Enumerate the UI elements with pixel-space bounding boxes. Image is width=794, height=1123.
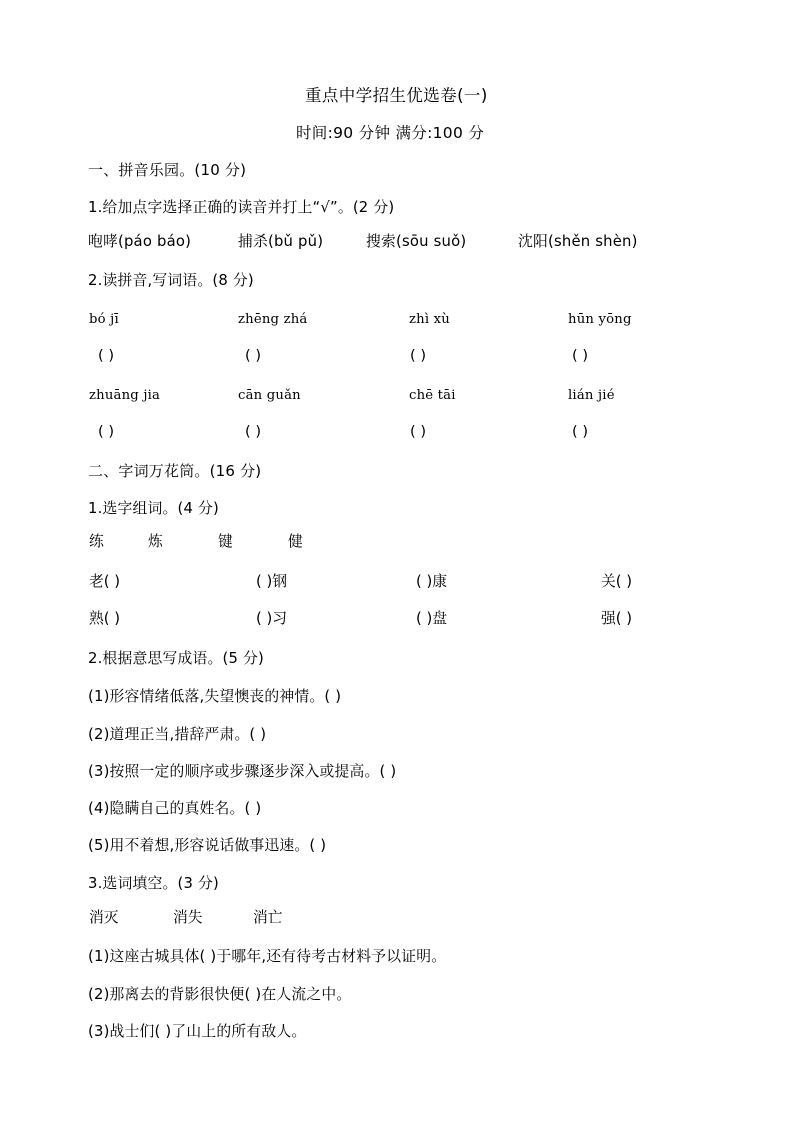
pinyin-word-r1c4: hūn yōng (568, 312, 632, 327)
charfill-r2c3[interactable]: ( )盘 (416, 610, 448, 627)
answer-blank-r2c1[interactable]: ( ) (98, 423, 115, 440)
pinyin-choice-item-1[interactable]: 咆哮(páo báo) (88, 233, 192, 250)
charbank-item-4[interactable]: 健 (288, 533, 303, 550)
page-title: 重点中学招生优选卷(一) (305, 86, 488, 105)
charbank-item-3[interactable]: 键 (218, 533, 233, 550)
question-2-1-prompt: 1.选字组词。(4 分) (88, 500, 219, 517)
question-1-2-prompt: 2.读拼音,写词语。(8 分) (88, 272, 254, 289)
idiom-item-3[interactable]: (3)按照一定的顺序或步骤逐步深入或提高。( ) (88, 763, 397, 780)
question-1-1-prompt: 1.给加点字选择正确的读音并打上“√”。(2 分) (88, 199, 395, 216)
section-heading-1: 一、拼音乐园。(10 分) (88, 161, 247, 179)
section-heading-2: 二、字词万花筒。(16 分) (88, 462, 262, 480)
wordfill-item-1[interactable]: (1)这座古城具体( )于哪年,还有待考古材料予以证明。 (88, 948, 447, 965)
charfill-r1c4[interactable]: 关( ) (601, 573, 633, 590)
charfill-r2c2[interactable]: ( )习 (256, 610, 288, 627)
charfill-r1c3[interactable]: ( )康 (416, 573, 448, 590)
question-2-2-prompt: 2.根据意思写成语。(5 分) (88, 650, 264, 667)
charbank-item-1[interactable]: 练 (89, 533, 104, 550)
wordbank-item-2[interactable]: 消失 (173, 909, 203, 926)
charfill-r2c4[interactable]: 强( ) (601, 610, 633, 627)
charfill-r2c1[interactable]: 熟( ) (89, 610, 121, 627)
pinyin-word-r1c2: zhēng zhá (238, 312, 308, 327)
idiom-item-4[interactable]: (4)隐瞒自己的真姓名。( ) (88, 800, 262, 817)
answer-blank-r1c4[interactable]: ( ) (572, 347, 589, 364)
answer-blank-r1c2[interactable]: ( ) (245, 347, 262, 364)
answer-blank-r1c3[interactable]: ( ) (410, 347, 427, 364)
answer-blank-r2c4[interactable]: ( ) (572, 423, 589, 440)
idiom-item-5[interactable]: (5)用不着想,形容说话做事迅速。( ) (88, 837, 327, 854)
pinyin-word-r1c1: bó jī (89, 312, 119, 327)
answer-blank-r2c3[interactable]: ( ) (410, 423, 427, 440)
idiom-item-1[interactable]: (1)形容情绪低落,失望懊丧的神情。( ) (88, 688, 342, 705)
pinyin-choice-item-3[interactable]: 搜索(sōu suǒ) (366, 233, 467, 250)
charbank-item-2[interactable]: 炼 (148, 533, 163, 550)
pinyin-choice-item-2[interactable]: 捕杀(bǔ pǔ) (238, 233, 324, 250)
pinyin-choice-item-4[interactable]: 沈阳(shěn shèn) (518, 233, 638, 250)
pinyin-word-r2c3: chē tāi (409, 388, 456, 403)
wordfill-item-3[interactable]: (3)战士们( )了山上的所有敌人。 (88, 1023, 307, 1040)
pinyin-word-r2c2: cān guǎn (238, 388, 301, 403)
pinyin-word-r2c1: zhuāng jia (89, 388, 161, 403)
answer-blank-r2c2[interactable]: ( ) (245, 423, 262, 440)
answer-blank-r1c1[interactable]: ( ) (98, 347, 115, 364)
question-2-3-prompt: 3.选词填空。(3 分) (88, 875, 219, 892)
exam-meta: 时间:90 分钟 满分:100 分 (296, 124, 485, 142)
wordfill-item-2[interactable]: (2)那离去的背影很快便( )在人流之中。 (88, 986, 352, 1003)
wordbank-item-3[interactable]: 消亡 (253, 909, 283, 926)
charfill-r1c2[interactable]: ( )钢 (256, 573, 288, 590)
idiom-item-2[interactable]: (2)道理正当,措辞严肃。( ) (88, 726, 267, 743)
pinyin-word-r2c4: lián jié (568, 388, 615, 403)
charfill-r1c1[interactable]: 老( ) (89, 573, 121, 590)
pinyin-word-r1c3: zhì xù (409, 312, 450, 327)
wordbank-item-1[interactable]: 消灭 (89, 909, 119, 926)
